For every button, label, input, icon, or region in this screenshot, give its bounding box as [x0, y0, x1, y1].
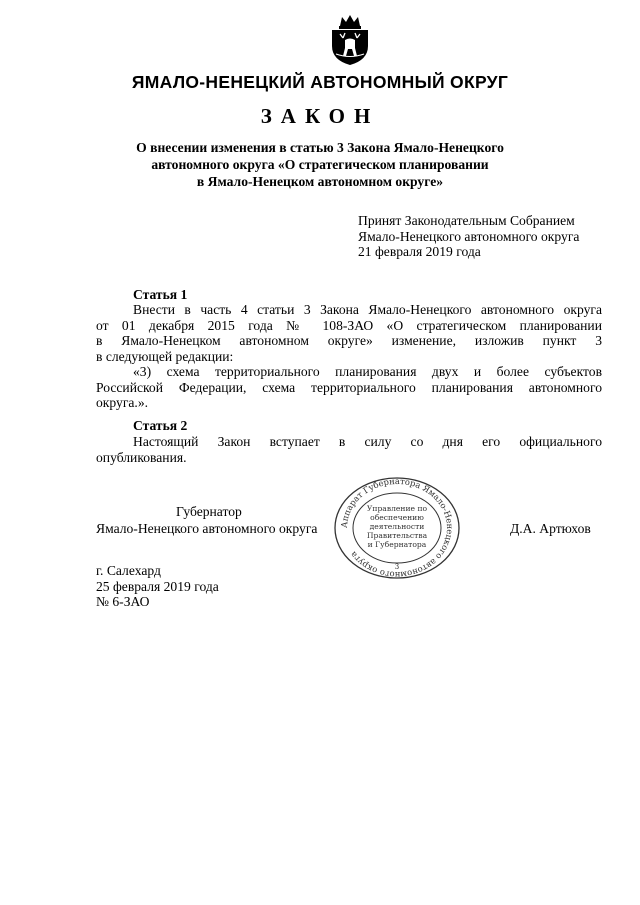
signing-date: 25 февраля 2019 года [96, 578, 219, 594]
seal-inner-line: Управление по [366, 504, 428, 513]
seal-inner-line: и Губернатора [367, 540, 427, 549]
article-1-title: Статья 1 [133, 287, 188, 302]
city: г. Салехард [96, 563, 161, 578]
signatory-name: Д.А. Артюхов [510, 521, 591, 536]
adoption-line: Принят Законодательным Собранием [358, 213, 575, 228]
region-title: ЯМАЛО-НЕНЕЦКИЙ АВТОНОМНЫЙ ОКРУГ [131, 72, 509, 92]
seal-outer-text: Аппарат Губернатора Ямало-Ненецкого автономного округа [338, 476, 456, 580]
article-1-paragraph-2 [96, 364, 602, 411]
signatory-position: Губернатор [176, 504, 242, 519]
law-number: № 6-ЗАО [96, 594, 150, 609]
adoption-line: Ямало-Ненецкого автономного округа [358, 228, 580, 244]
text-line: Внести в часть 4 статьи 3 Закона Ямало-Ненецкого автономного округа [133, 302, 602, 317]
subject-line: О внесении изменения в статью 3 Закона Ямало-Ненецкого [136, 140, 504, 155]
article-2-paragraph-1 [96, 434, 602, 465]
adoption-note [358, 213, 579, 260]
text-line: Российской Федерации, схема территориального планирования автономного [96, 379, 602, 395]
text-line: опубликования. [96, 449, 187, 465]
text-line: в следующей редакции: [96, 348, 234, 364]
document-footer [96, 563, 219, 610]
text-line: «3) схема территориального планирования двух и более субъектов [133, 364, 602, 379]
seal-inner-line: обеспечению [370, 513, 424, 522]
signatory-organization: Ямало-Ненецкого автономного округа [96, 521, 318, 536]
text-line: от 01 декабря 2015 года № 108-ЗАО «О стратегическом планировании [96, 317, 602, 333]
article-1-paragraph-1 [96, 302, 602, 364]
coat-of-arms-emblem [328, 14, 372, 66]
article-2-title: Статья 2 [133, 418, 188, 433]
text-line: округа.». [96, 395, 149, 411]
text-line: Настоящий Закон вступает в силу со дня его официального [133, 434, 602, 449]
law-subject [100, 139, 540, 190]
document-type-title: ЗАКОН [260, 104, 380, 128]
adoption-date: 21 февраля 2019 года [358, 244, 481, 259]
official-seal-stamp [333, 476, 461, 580]
text-line: в Ямало-Ненецком автономном округе» изменение, изложив пункт 3 [96, 333, 602, 349]
seal-inner-line: Правительства [366, 531, 428, 540]
seal-number: 3 [394, 563, 400, 571]
seal-inner-line: деятельности [369, 522, 425, 531]
subject-line: в Ямало-Ненецком автономном округе» [196, 174, 444, 189]
subject-line: автономного округа «О стратегическом планировании [151, 157, 489, 172]
